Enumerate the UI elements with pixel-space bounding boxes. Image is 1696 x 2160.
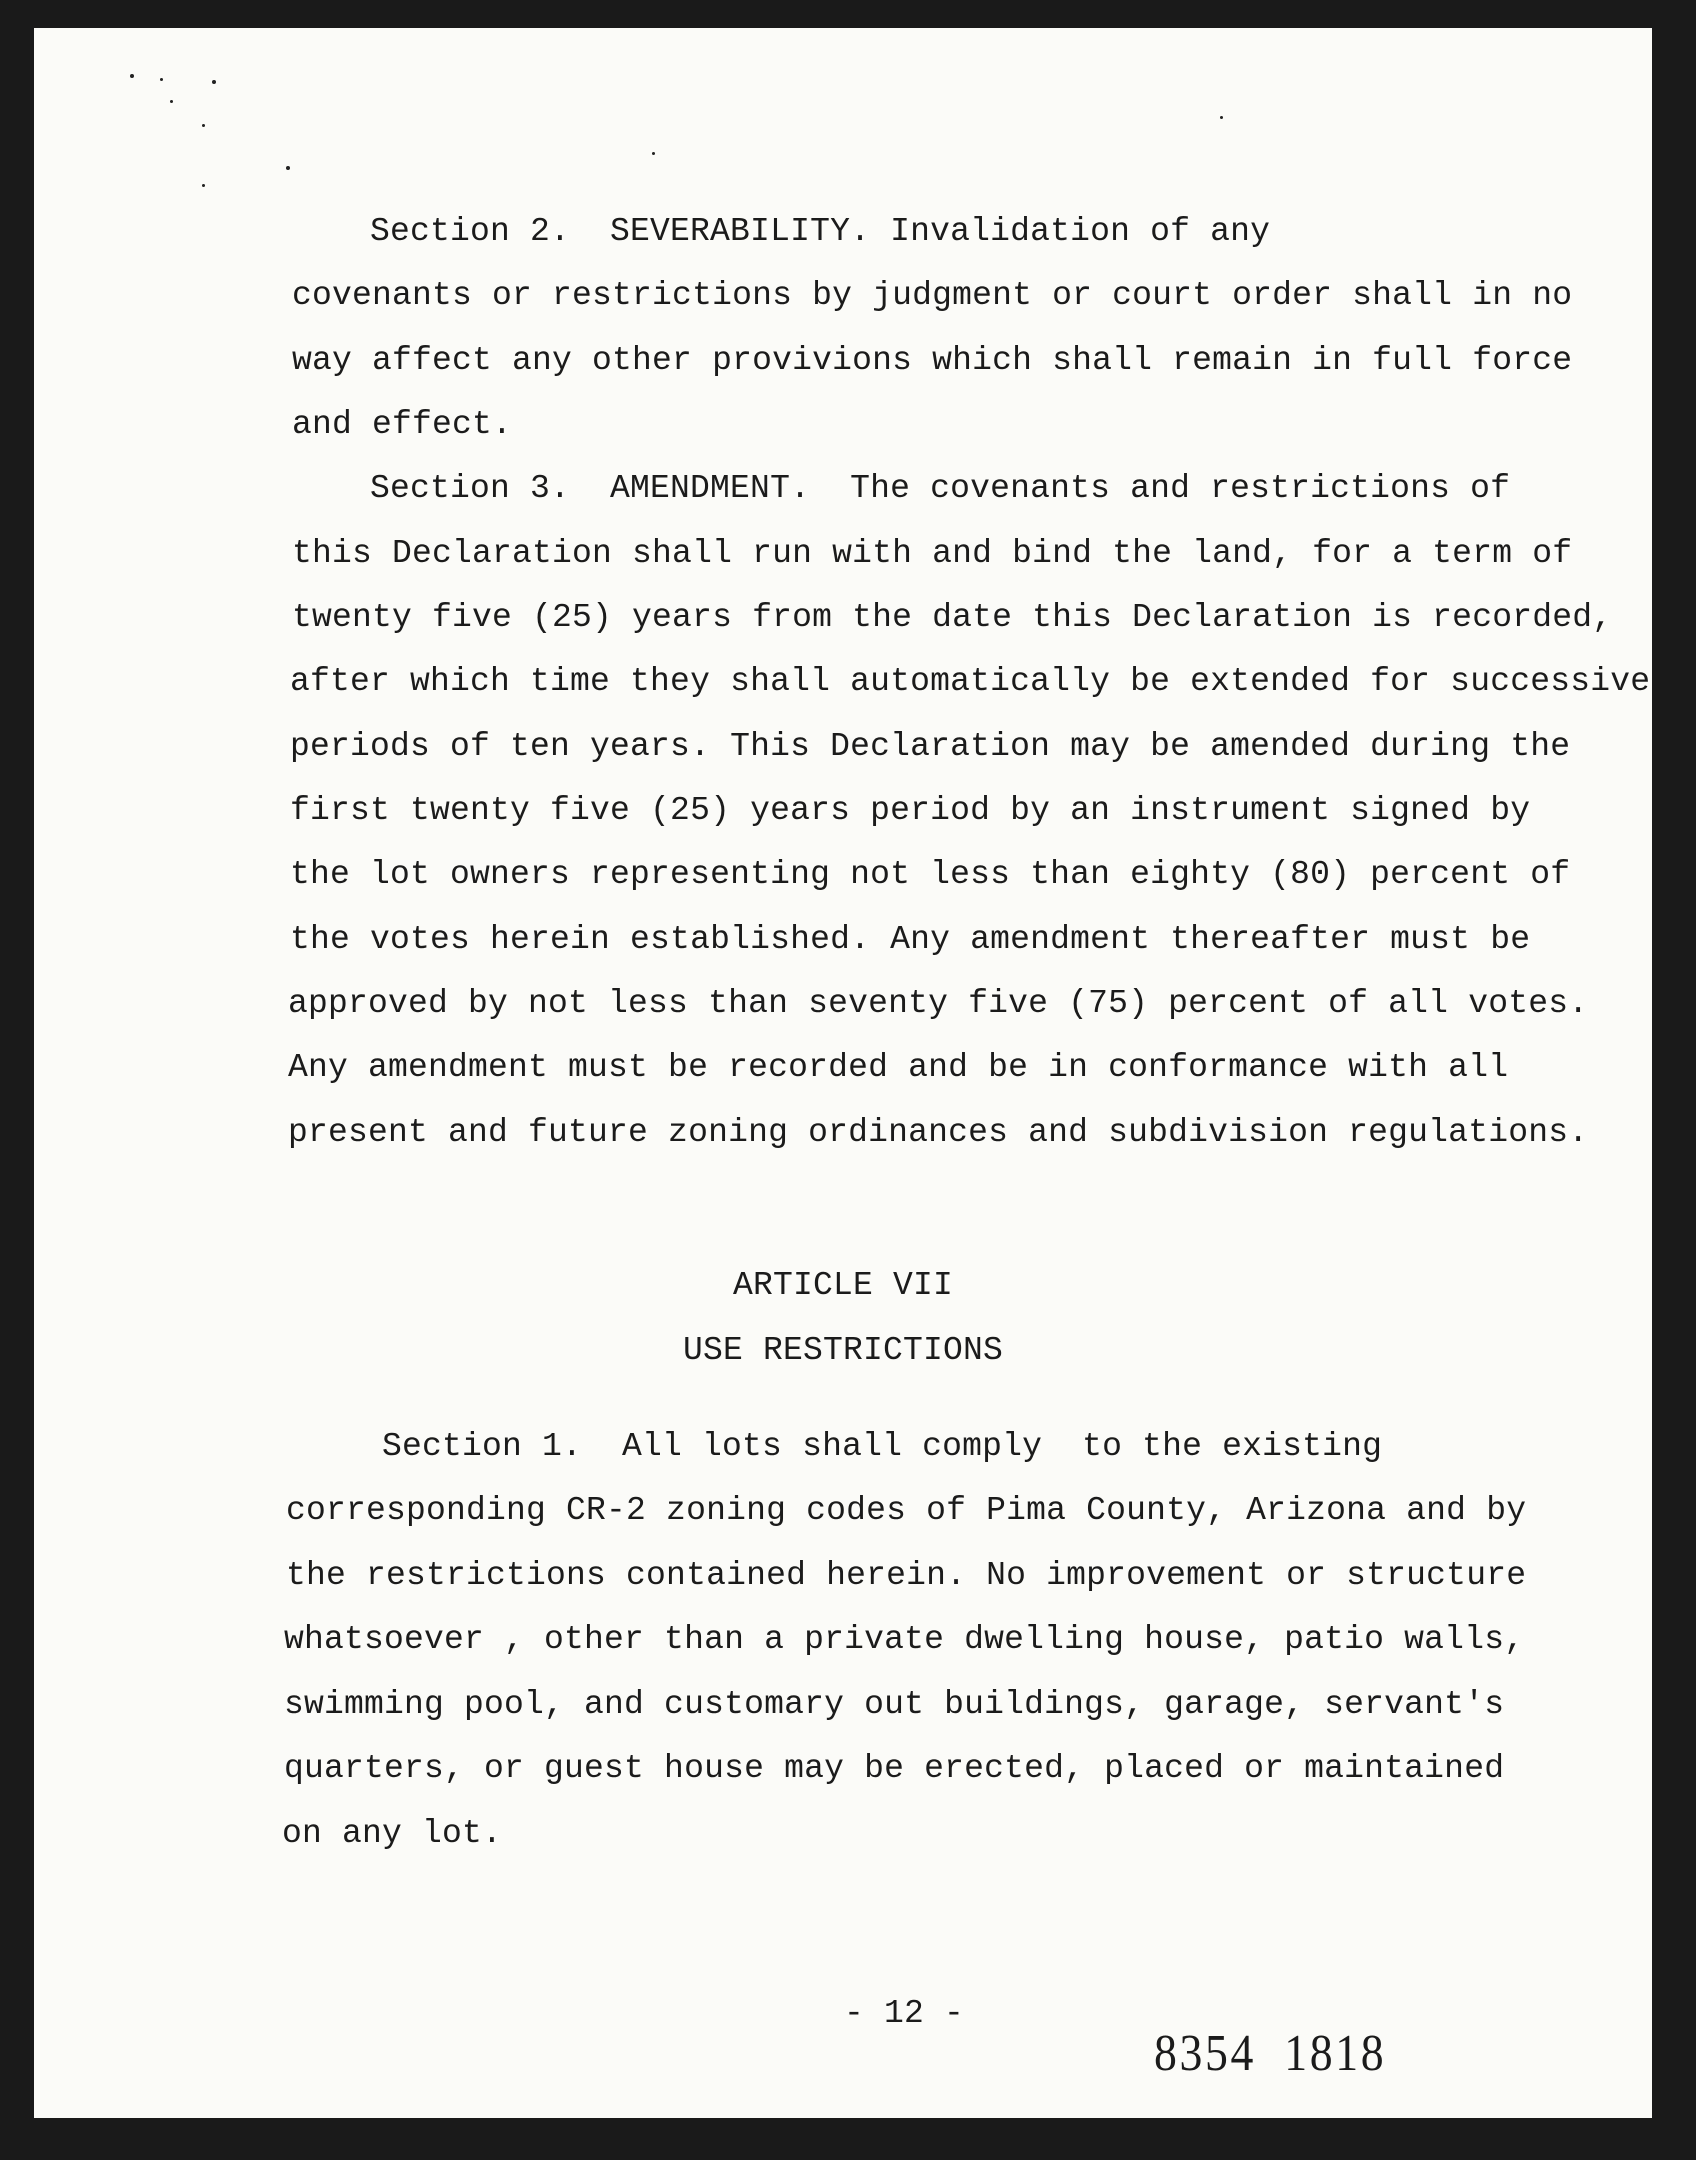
section-3-line: periods of ten years. This Declaration may be amended during the xyxy=(290,728,1571,765)
section-3-line: Any amendment must be recorded and be in conformance with all xyxy=(288,1049,1509,1086)
scan-speck xyxy=(202,184,205,187)
section-1-line: corresponding CR-2 zoning codes of Pima County, Arizona and by xyxy=(286,1492,1527,1529)
section-2-line: and effect. xyxy=(292,406,513,443)
section-1-line: quarters, or guest house may be erected, placed or maintained xyxy=(284,1750,1505,1787)
section-2-line: way affect any other provivions which shall remain in full force xyxy=(292,342,1573,379)
scan-speck xyxy=(286,166,290,170)
section-1-line: swimming pool, and customary out buildings, garage, servant's xyxy=(284,1686,1505,1723)
section-3-line: first twenty five (25) years period by an instrument signed by xyxy=(290,792,1531,829)
section-3-line: Section 3. AMENDMENT. The covenants and restrictions of xyxy=(370,470,1511,507)
scan-speck xyxy=(212,80,216,84)
section-3-line: after which time they shall automatically be extended for successive xyxy=(290,663,1651,700)
section-3-line: twenty five (25) years from the date this Declaration is recorded, xyxy=(292,599,1613,636)
section-3-line: the lot owners representing not less than eighty (80) percent of xyxy=(290,856,1571,893)
section-2-line: covenants or restrictions by judgment or court order shall in no xyxy=(292,277,1573,314)
section-1-line: the restrictions contained herein. No improvement or structure xyxy=(286,1557,1527,1594)
section-1-line: on any lot. xyxy=(282,1815,503,1852)
article-number: ARTICLE VII xyxy=(732,1267,954,1304)
section-3-line: present and future zoning ordinances and subdivision regulations. xyxy=(288,1114,1589,1151)
article-title: USE RESTRICTIONS xyxy=(682,1332,1004,1369)
scan-speck xyxy=(170,100,173,103)
section-1-line: whatsoever , other than a private dwelling house, patio walls, xyxy=(284,1621,1525,1658)
scan-speck xyxy=(202,124,205,127)
document-page xyxy=(34,28,1652,2118)
section-3-line: this Declaration shall run with and bind the land, for a term of xyxy=(292,535,1573,572)
section-1-line: Section 1. All lots shall comply to the existing xyxy=(382,1428,1383,1465)
scan-speck xyxy=(1220,116,1223,119)
scan-speck xyxy=(130,74,134,78)
scan-speck xyxy=(652,152,655,155)
scan-speck xyxy=(160,78,163,81)
page-number: - 12 - xyxy=(844,1995,965,2032)
document-number: 8354 1818 xyxy=(1154,2025,1387,2082)
section-2-line: Section 2. SEVERABILITY. Invalidation of any xyxy=(370,213,1271,250)
section-3-line: the votes herein established. Any amendment thereafter must be xyxy=(290,921,1531,958)
section-3-line: approved by not less than seventy five (75) percent of all votes. xyxy=(288,985,1589,1022)
